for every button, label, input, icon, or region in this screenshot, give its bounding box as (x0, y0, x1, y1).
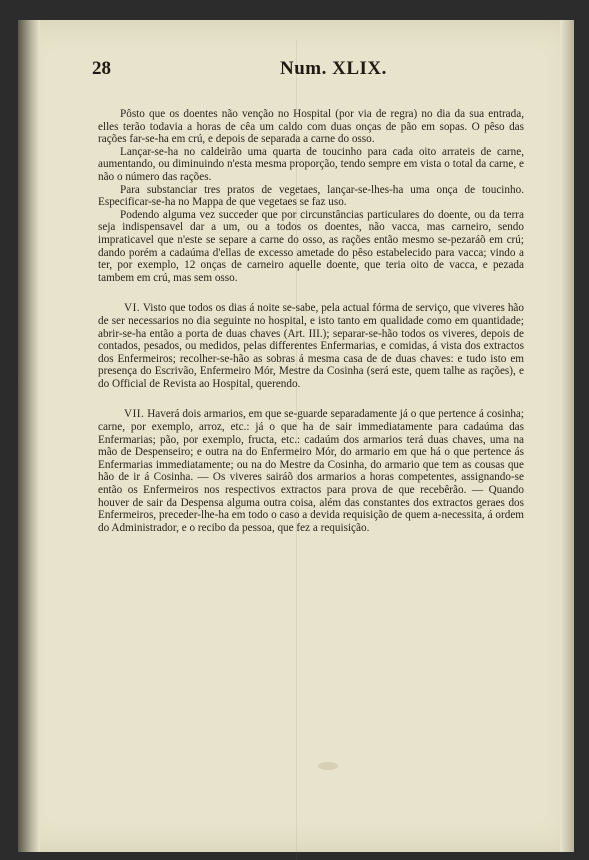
section-text: Visto que todos os dias á noite se-sabe, pela actual fórma de serviço, que viveres hão de ser necessarios no dia seguinte no hospital, e isto tanto em qualidade como em quantidade; abrir-se-ha então a porta de duas chaves (Art. III.); separar-se-hão todos os viveres, depois de contados, pesados, ou medidos, pelas differentes Enfermarias, e comidas, á vista dos extractos dos Enfermeiros; recolher-se-hão as sobras á mesma casa de de duas chaves: e tudo isto em presença do Escrivão, Enfermeiro Mór, Mestre da Cosinha (será este, quem talhe as rações), e do Official de Revista ao Hospital, querendo. (98, 302, 524, 390)
paragraph: Para substanciar tres pratos de vegetaes, lançar-se-lhes-ha uma onça de toucinho. Especificar-se-ha no Mappa de que vegetaes se faz uso. (98, 183, 524, 209)
page-number: 28 (92, 58, 111, 79)
page-gutter (18, 20, 40, 852)
section-number: VII. (124, 408, 145, 421)
paragraph: Podendo alguma vez succeder que por circunstâncias particulares do doente, ou da terra seja indispensavel dar a um, ou a todos os doentes, não vacca, mas carneiro, sendo impraticavel que n'este se separe a carne do osso, as rações então mesmo se-pezaráõ em crú; dando porém a cadaúma d'ellas de excesso ametade do pêso estabelecido para vacca; vindo a ter, por exemplo, 12 onças de carneiro aquelle doente, que teria oito de vacca, e pezada tambem em crú, mas sem osso. (98, 208, 524, 284)
section-text: Haverá dois armarios, em que se-guarde separadamente já o que pertence á cosinha; carne, por exemplo, arroz, etc.: já o que ha de sair immediatamente para cadaúma das Enfermarias; pão, por exemplo, fructa, etc.: cadaúm dos armarios terá duas chaves, uma na mão de Despenseiro; e outra na do Enfermeiro Mór, do armario em que há o que pertence ás Enfermarias immediatamente; ou na do Mestre da Cosinha, do armario que tem as cousas que hão de ir á Cosinha. — Os viveres sairáõ dos armarios a horas competentes, assignando-se então os Enfermeiros nos respectivos extractos para prova de que recebêrão. — Quando houver de sair da Despensa alguma outra coisa, além das constantes dos extractos geraes dos Enfermeiros, preceder-lhe-ha em todo o caso a devida requisição de quem a-necessita, á ordem do Administrador, e o recibo da pessoa, que fez a requisição. (98, 408, 524, 534)
page-edge (560, 20, 574, 852)
section-vii (98, 408, 524, 534)
paragraph: Lançar-se-ha no caldeirão uma quarta de toucinho para cada oito arrateis de carne, aumentando, ou diminuindo n'esta mesma proporção, tendo sempre em vista o total da carne, e não o número das rações. (98, 145, 524, 183)
body-text (98, 108, 524, 534)
section-number: VI. (124, 302, 141, 315)
paragraph: Pôsto que os doentes não venção no Hospital (por via de regra) no dia da sua entrada, elles terão todavia a horas de cêa um caldo com duas onças de pão em sopas. O pêso das rações far-se-ha em crú, e depois de separada a carne do osso. (98, 108, 524, 146)
page-header (92, 58, 522, 84)
section-vi (98, 302, 524, 390)
paper-stain (318, 762, 338, 770)
running-title: Num. XLIX. (280, 58, 387, 79)
